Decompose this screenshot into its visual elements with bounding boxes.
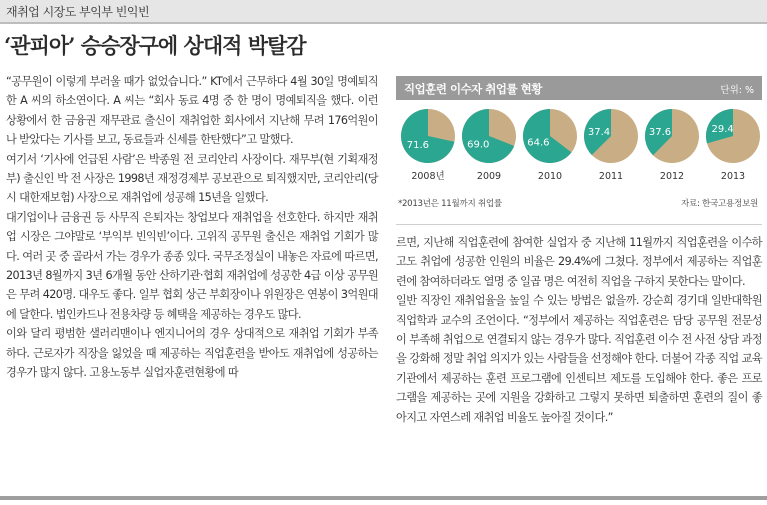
bottom-rule bbox=[0, 496, 767, 500]
pie-category-label: 2013 bbox=[720, 171, 746, 182]
paragraph: 대기업이나 금융권 등 사무직 은퇴자는 창업보다 재취업을 선호한다. 하지만 재취업 시장은 그야말로 ‘부익부 빈익빈’이다. 고위직 공무원 출신은 재취업 기회가 많다. 여러 곳 중 골라서 가는 경우가 종종 있다. 국무조정실이 내놓은 자료에 따르면, 2013년 8월까지 3년 6개월 동안 산하기관·협회 재취업에 성공한 4급 이상 공무원은 무려 420명. 대우도 좋다. 일부 협회 상근 부회장이나 위원장은 연봉이 3억원대에 달한다. 법인카드나 전용차량 등 혜택을 제공하는 경우도 많다. bbox=[6, 210, 378, 321]
article-left-column bbox=[6, 72, 378, 383]
chart-title: 직업훈련 이수자 취업률 현황 bbox=[404, 82, 542, 96]
article-right-column bbox=[396, 233, 762, 427]
pie-category-label: 2012 bbox=[659, 171, 685, 182]
pie-category-label: 2011 bbox=[598, 171, 624, 182]
paragraph: 일반 직장인 재취업율을 높일 수 있는 방법은 없을까. 강순희 경기대 일반대학원 직업학과 교수의 조언이다. “정부에서 제공하는 직업훈련은 담당 공무원 전문성이 부족해 취업으로 연결되지 않는 경우가 많다. 직업훈련 이수 전 사전 상담 과정을 강화해 정말 취업 의지가 있는 사람들을 선정해야 한다. 더불어 각종 직업 교육 기관에서 제공하는 훈련 프로그램에 인센티브 제도를 도입해야 한다. 좋은 프로그램을 제공하는 곳에 지원을 강화하고 그렇지 못하면 퇴출하면 훈련의 질이 좋아지고 자연스레 재취업 비율도 높아질 것이다.” bbox=[396, 294, 762, 424]
chart-header bbox=[396, 76, 762, 100]
paragraph: 이와 달리 평범한 샐러리맨이나 엔지니어의 경우 상대적으로 재취업 기회가 부족하다. 근로자가 직장을 잃었을 때 제공하는 직업훈련을 받아도 재취업에 성공하는 경우가 많지 않다. 고용노동부 실업자훈련현황에 따 bbox=[6, 327, 378, 380]
pie-value-label: 71.6 bbox=[406, 140, 430, 152]
pie-value-label: 69.0 bbox=[467, 139, 490, 151]
chart-note: *2013년은 11월까지 취업률 bbox=[398, 199, 502, 209]
pie-charts bbox=[396, 106, 762, 196]
paragraph: “공무원이 이렇게 부러울 때가 없었습니다.” KT에서 근무하다 4월 30일 명예퇴직한 A 씨의 하소연이다. A 씨는 “회사 동료 4명 중 한 명이 명예퇴직을 했다. 이런 상황에서 한 금융권 재무관료 출신이 재취업한 회사에서 지난해 무려 176억원이나 받았다는 기사를 보고, 동료들과 신세를 한탄했다”고 말했다. bbox=[6, 75, 378, 147]
pie-value-label: 29.4 bbox=[711, 124, 734, 136]
pie-value-label: 37.6 bbox=[648, 127, 672, 139]
section-label: 재취업 시장도 부익부 빈익빈 bbox=[6, 5, 150, 19]
pie-category-label: 2009 bbox=[476, 171, 502, 182]
pie-value-label: 37.4 bbox=[587, 127, 611, 139]
paragraph: 여기서 ‘기사에 언급된 사람’은 박종원 전 코리안리 사장이다. 재무부(현 기획재정부) 출신인 박 전 사장은 1998년 재정경제부 공보관으로 퇴직했지만, 코리안리(당시 대한재보험) 사장으로 재취업에 성공해 15년을 일했다. bbox=[6, 152, 378, 205]
paragraph: 르면, 지난해 직업훈련에 참여한 실업자 중 지난해 11월까지 직업훈련을 이수하고도 취업에 성공한 인원의 비율은 29.4%에 그쳤다. 정부에서 제공하는 직업훈련에 참여하더라도 열명 중 일곱 명은 여전히 직업을 구하지 못한다는 말이다. bbox=[396, 236, 762, 288]
pie-category-label: 2008년 bbox=[411, 171, 445, 182]
section-label-bar bbox=[0, 0, 767, 24]
pie-category-label: 2010 bbox=[537, 171, 563, 182]
pie-value-label: 64.6 bbox=[527, 137, 550, 149]
chart-source: 자료: 한국고용정보원 bbox=[680, 199, 758, 209]
employment-rate-chart bbox=[396, 72, 762, 225]
headline: ‘관피아’ 승승장구에 상대적 박탈감 bbox=[4, 33, 306, 58]
chart-unit: 단위: % bbox=[720, 85, 754, 96]
